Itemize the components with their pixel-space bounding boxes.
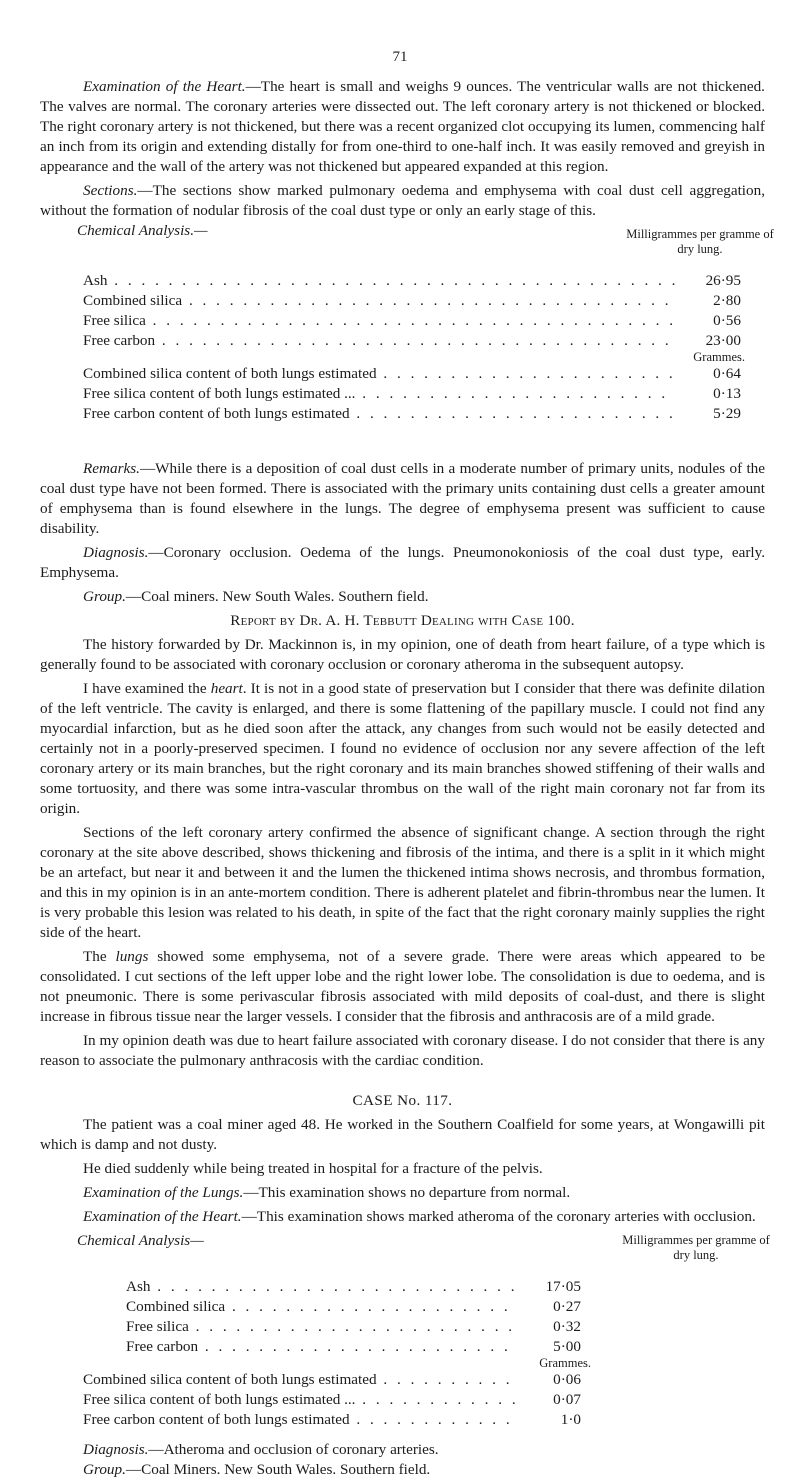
analysis-row [83, 271, 741, 291]
row-value: 23·00 [705, 332, 741, 349]
remarks-text: —While there is a deposition of coal dust cells in a moderate number of primary units, nodules of the coal dust type have not been formed. There is associated with the primary units containing dust cells a greater amount of emphysema than is found elsewhere in the lungs. The degree of emphysema present was sufficient to cause disability. [40, 460, 765, 537]
analysis-row [126, 1297, 581, 1317]
case-117-paragraph-2: He died suddenly while being treated in hospital for a fracture of the pelvis. [83, 1160, 543, 1177]
heart-examination-label: Examination of the Heart. [83, 1208, 242, 1225]
analysis-rows [83, 271, 745, 424]
group-paragraph [40, 587, 765, 607]
row-value: 26·95 [705, 272, 741, 289]
report-p4-start: The [83, 948, 116, 965]
diagnosis-label: Diagnosis. [83, 1441, 149, 1458]
row-label: Free silica . . . [83, 311, 675, 331]
total-row [83, 1390, 581, 1410]
report-paragraph-2 [40, 679, 765, 819]
case-117-group-paragraph [40, 1460, 765, 1480]
group-label: Group. [83, 1461, 126, 1478]
units-header: Milligrammes per gramme of dry lung. [626, 227, 774, 256]
row-label: Free carbon content of both lungs estimated . . . [83, 1410, 515, 1430]
sections-paragraph [40, 181, 765, 221]
diagnosis-label: Diagnosis. [83, 544, 149, 561]
case-117-diagnosis-paragraph [40, 1440, 765, 1460]
row-value: 0·32 [553, 1318, 581, 1335]
row-value: 0·64 [713, 365, 741, 382]
case-117-heart-paragraph [40, 1207, 765, 1227]
chemical-analysis-label: Chemical Analysis— [77, 1232, 204, 1249]
row-label: Combined silica content of both lungs estimated . . . [83, 364, 675, 384]
row-label: Free carbon . . . [83, 331, 675, 351]
remarks-paragraph [40, 459, 765, 539]
chemical-analysis-label: Chemical Analysis.— [77, 222, 208, 239]
report-heading: Report by Dr. A. H. Tebbutt Dealing with Case 100. [230, 612, 575, 629]
case-117-heading: CASE No. 117. [352, 1092, 453, 1109]
row-label: Combined silica . . . [83, 291, 675, 311]
row-label: Free silica . . . [126, 1317, 515, 1337]
report-paragraph-3: Sections of the left coronary artery confirmed the absence of significant change. A section through the right coronary at the site above described, shows thickening and fibrosis of the intima, and there is a split in it which might be an artefact, but near it and between it and the lumen the thickened intima shows necrosis, and thrombus formation, and this in my opinion is in an ante-mortem condition. There is adherent platelet and fibrin-thrombus near the lumen. It is very probable this lesion was related to his death, in spite of the fact that the right coronary mainly supplies the right side of the heart. [40, 824, 765, 941]
total-row [83, 404, 741, 424]
case-117-paragraph-1: The patient was a coal miner aged 48. He worked in the Southern Coalfield for some years, at Wongawilli pit which is damp and not dusty. [40, 1116, 765, 1153]
row-label: Free silica content of both lungs estimated ... . . . [83, 1390, 515, 1410]
row-label: Ash . . . [83, 271, 675, 291]
analysis-rows [83, 1277, 591, 1430]
report-p2-heart: heart [210, 680, 243, 697]
row-value: 2·80 [713, 292, 741, 309]
report-paragraph-4 [40, 947, 765, 1027]
grammes-unit-label: Grammes. [539, 1356, 591, 1370]
remarks-label: Remarks. [83, 460, 140, 477]
units-header: Milligrammes per gramme of dry lung. [622, 1233, 770, 1262]
chemical-analysis-table [77, 221, 774, 422]
chemical-analysis-table [77, 1231, 770, 1428]
analysis-row [126, 1337, 581, 1357]
row-label: Free carbon . . . [126, 1337, 515, 1357]
row-label: Ash . . . [126, 1277, 515, 1297]
row-label: Free silica content of both lungs estimated ... . . . [83, 384, 675, 404]
analysis-row [83, 311, 741, 331]
heart-examination-text: —The heart is small and weighs 9 ounces. The ventricular walls are not thickened. The valves are normal. The coronary arteries were dissected out. The left coronary artery is not thickened or blocked. The right coronary artery is not thickened, but there was a recent organized clot occupying its lumen, commencing half an inch from its origin and extending distally for from one-third to one-half inch. It was easily removed and greyish in appearance and the wall of the artery was not thickened but appeared expanded at this region. [40, 78, 765, 175]
row-value: 0·07 [553, 1391, 581, 1408]
report-p4-rest: showed some emphysema, not of a severe grade. There were areas which appeared to be consolidated. I cut sections of the left upper lobe and the right lower lobe. The consolidation is due to oedema, and is not pneumonic. There is some perivascular fibrosis associated with mild deposits of coal-dust, and there is slight increase in fibrous tissue near the larger vessels. I consider that the fibrosis and anthracosis are of a mild grade. [40, 948, 765, 1025]
row-value: 0·27 [553, 1298, 581, 1315]
report-p2-rest: . It is not in a good state of preservation but I consider that there was definite dilation of the left ventricle. The cavity is enlarged, and there is some flattening of the papillary muscle. I could not find any myocardial infarction, but as he died soon after the attack, any changes from such would not be easily detected and certainly not in a poorly-preserved specimen. I found no evidence of occlusion nor any severe affection of the left coronary artery or its main branches, but the right coronary and its main branches showed stiffening of their walls and some tortuosity, and there was some intra-vascular thrombus on the wall of the right main coronary not far from its origin. [40, 680, 765, 817]
case-117-lungs-paragraph [40, 1183, 765, 1203]
row-label: Combined silica content of both lungs estimated . . . [83, 1370, 515, 1390]
analysis-row [83, 291, 741, 311]
row-value: 0·06 [553, 1371, 581, 1388]
heart-examination-paragraph [40, 77, 765, 177]
row-label: Combined silica . . . [126, 1297, 515, 1317]
total-row [83, 384, 741, 404]
total-row [83, 364, 741, 384]
page-number: 71 [392, 49, 408, 65]
group-label: Group. [83, 588, 126, 605]
row-value: 1·0 [560, 1411, 581, 1428]
grammes-unit-label: Grammes. [693, 350, 745, 364]
lungs-examination-label: Examination of the Lungs. [83, 1184, 244, 1201]
analysis-row [126, 1277, 581, 1297]
row-label: Free carbon content of both lungs estimated . . . [83, 404, 675, 424]
row-value: 5·29 [713, 405, 741, 422]
report-p2-start: I have examined the [83, 680, 211, 697]
group-text: —Coal Miners. New South Wales. Southern field. [125, 1461, 431, 1478]
analysis-row [126, 1317, 581, 1337]
row-value: 17·05 [545, 1278, 581, 1295]
heart-examination-label: Examination of the Heart. [83, 78, 246, 95]
row-value: 5·00 [553, 1338, 581, 1355]
diagnosis-text: —Atheroma and occlusion of coronary arteries. [148, 1441, 439, 1458]
report-paragraph-5: In my opinion death was due to heart failure associated with coronary disease. I do not consider that there is any reason to associate the pulmonary anthracosis with the cardiac condition. [40, 1032, 765, 1069]
total-row [83, 1370, 581, 1390]
diagnosis-text: —Coronary occlusion. Oedema of the lungs. Pneumonokoniosis of the coal dust type, early. Emphysema. [40, 544, 765, 581]
row-value: 0·13 [713, 385, 741, 402]
diagnosis-paragraph [40, 543, 765, 583]
heart-examination-text: —This examination shows marked atheroma of the coronary arteries with occlusion. [241, 1208, 756, 1225]
sections-text: —The sections show marked pulmonary oedema and emphysema with coal dust cell aggregation, without the formation of nodular fibrosis of the coal dust type or only an early stage of this. [40, 182, 765, 219]
page-body [40, 50, 774, 1480]
report-p4-lungs: lungs [115, 948, 149, 965]
total-row [83, 1410, 581, 1430]
group-text: —Coal miners. New South Wales. Southern field. [125, 588, 429, 605]
report-paragraph-1: The history forwarded by Dr. Mackinnon is, in my opinion, one of death from heart failure, of a type which is generally found to be associated with coronary occlusion or coronary atheroma in the subsequent autopsy. [40, 636, 765, 673]
analysis-row [83, 331, 741, 351]
lungs-examination-text: —This examination shows no departure from normal. [243, 1184, 571, 1201]
sections-label: Sections. [83, 182, 138, 199]
row-value: 0·56 [713, 312, 741, 329]
